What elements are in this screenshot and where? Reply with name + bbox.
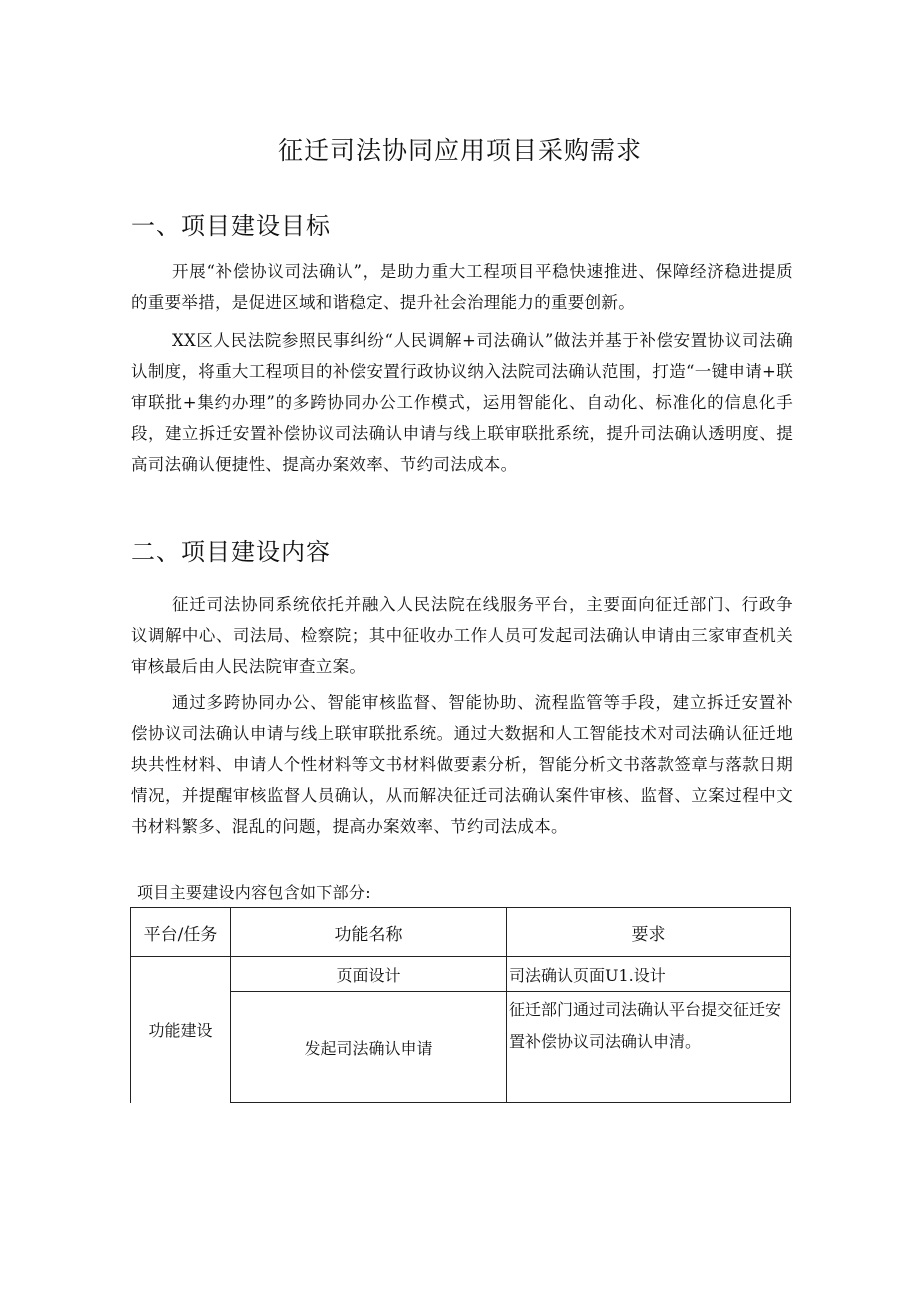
- function-cell: 页面设计: [231, 957, 507, 992]
- section-heading-goals: 一、项目建设目标: [131, 212, 331, 240]
- header-function: 功能名称: [231, 908, 507, 957]
- paragraph: 通过多跨协同办公、智能审核监督、智能协助、流程监管等手段，建立拆迁安置补偿协议司法确认申请与线上联审联批系统。通过大数据和人工智能技术对司法确认征迁地块共性材料、申请人个性材料等文书材料做要素分析，智能分析文书落款签章与落款日期情况，并提醒审核监督人员确认，从而解决征迁司法确认案件审核、监督、立案过程中文书材料繁多、混乱的问题，提高办案效率、节约司法成本。: [131, 693, 793, 836]
- table-caption: 项目主要建设内容包含如下部分:: [137, 883, 371, 902]
- requirement-cell: 司法确认页面U1.设计: [507, 957, 791, 992]
- function-cell: 发起司法确认申请: [231, 992, 507, 1103]
- paragraph: 开展“补偿协议司法确认”，是助力重大工程项目平稳快速推进、保障经济稳进提质的重要举措，是促进区域和谐稳定、提升社会治理能力的重要创新。: [131, 262, 793, 312]
- table-header-row: [131, 908, 791, 957]
- table-row: [131, 957, 791, 992]
- section-heading-content: 二、项目建设内容: [131, 538, 331, 566]
- platform-cell: 功能建设: [131, 957, 231, 1103]
- paragraph: XX区人民法院参照民事纠纷“人民调解+司法确认”做法并基于补偿安置协议司法确认制度，将重大工程项目的补偿安置行政协议纳入法院司法确认范围，打造“一键申请+联审联批+集约办理”的多跨协同办公工作模式，运用智能化、自动化、标准化的信息化手段，建立拆迁安置补偿协议司法确认申请与线上联审联批系统，提升司法确认透明度、提高司法确认便捷性、提高办案效率、节约司法成本。: [131, 331, 793, 474]
- paragraph: 征迁司法协同系统依托并融入人民法院在线服务平台，主要面向征迁部门、行政争议调解中心、司法局、检察院；其中征收办工作人员可发起司法确认申请由三家审查机关审核最后由人民法院审查立案。: [131, 595, 793, 676]
- requirement-cell: 征迁部门通过司法确认平台提交征迁安置补偿协议司法确认申清。: [507, 992, 791, 1103]
- requirements-table: [130, 907, 791, 1103]
- header-platform: 平台/任务: [131, 908, 231, 957]
- document-title: 征迁司法协同应用项目采购需求: [277, 136, 642, 165]
- header-requirement: 要求: [507, 908, 791, 957]
